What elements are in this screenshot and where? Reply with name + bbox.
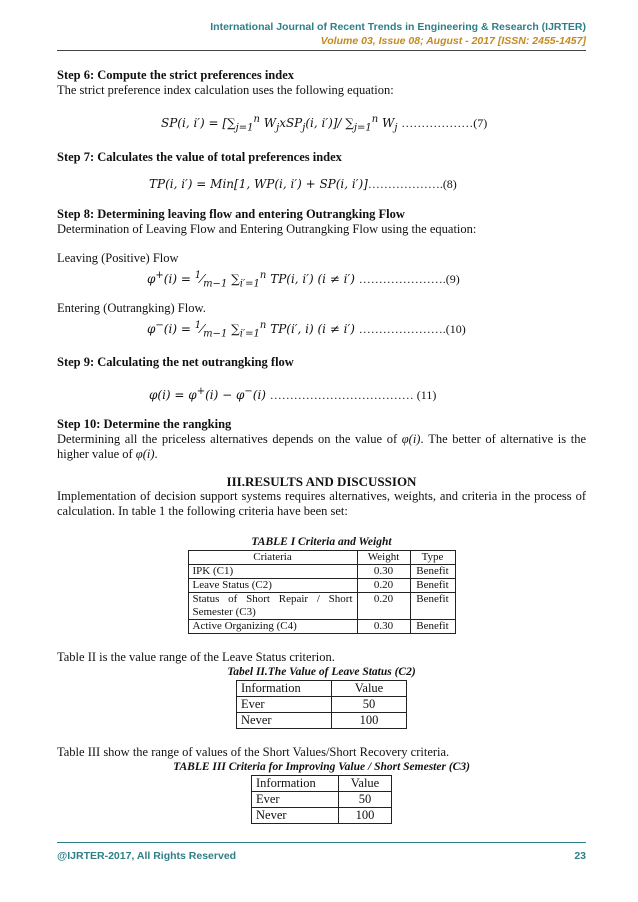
table-cell: 0.30 (357, 565, 410, 579)
equation-9: $\varphi^+(i) = ^1⁄_{m-1}$ $\sum_{i'=1}^n$ TP(i, i′) (i ≠ i′) ………………….(9) (147, 270, 460, 290)
table2-caption: Tabel II.The Value of Leave Status (C2) (227, 666, 416, 679)
phi-symbol: φ(i) (135, 447, 155, 462)
step6-text: The strict preference index calculation uses the following equation: (57, 83, 394, 97)
journal-title: International Journal of Recent Trends in Engineering & Research (IJRTER) (210, 21, 586, 33)
table-cell: Benefit (410, 579, 455, 593)
table-cell: Ever (252, 792, 339, 808)
table-header-cell: Criateria (188, 551, 357, 565)
journal-volume: Volume 03, Issue 08; August - 2017 [ISSN: 2455-1457] (320, 35, 586, 47)
table2-intro: Table II is the value range of the Leave Status criterion. (57, 650, 335, 665)
table-cell: Never (252, 808, 339, 824)
step6-heading: Step 6: Compute the strict preferences index (57, 68, 294, 82)
table-cell: Benefit (410, 593, 455, 620)
table-cell: 100 (332, 713, 407, 729)
table-cell: Never (237, 713, 332, 729)
table-header-row (237, 681, 407, 697)
table-cell: Leave Status (C2) (188, 579, 357, 593)
table-cell: 0.30 (357, 620, 410, 634)
table-cell: 0.20 (357, 593, 410, 620)
phi-symbol: φ(i) (401, 432, 421, 447)
table-row (252, 808, 392, 824)
leave-status-table (236, 680, 407, 729)
table-cell: 50 (332, 697, 407, 713)
eq11-number: ……………………………… (11) (269, 388, 437, 403)
section-text: Implementation of decision support systems requires alternatives, weights, and criteria in the process of calculation. In table 1 the following criteria have been set: (57, 489, 586, 519)
table-row (237, 713, 407, 729)
table-cell: IPK (C1) (188, 565, 357, 579)
table-cell: Active Organizing (C4) (188, 620, 357, 634)
table-cell: 50 (339, 792, 392, 808)
table-cell: Status of Short Repair / Short Semester (C3) (188, 593, 357, 620)
equation-7: SP(i, $i') = [\sum_{j=1}^n$ $W_jxSP_j(i$, i′)]/ $\sum_{j=1}^n$ $W_j$ ………………(7) (161, 114, 488, 134)
table-header-row (188, 551, 455, 565)
table-header-cell: Value (332, 681, 407, 697)
table-header-cell: Type (410, 551, 455, 565)
table-row (188, 565, 455, 579)
table3-intro: Table III show the range of values of the Short Values/Short Recovery criteria. (57, 745, 450, 760)
leaving-flow-label: Leaving (Positive) Flow (57, 251, 179, 266)
eq9-number: ………………….(9) (358, 272, 460, 287)
header-rule (57, 50, 586, 51)
section-heading: III.RESULTS AND DISCUSSION (226, 474, 417, 490)
criteria-weight-table (188, 550, 456, 634)
table-cell: Benefit (410, 620, 455, 634)
short-semester-table (251, 775, 392, 824)
eq8-number: ……………….(8) (367, 177, 457, 192)
equation-10: $\varphi^-(i) = ^1⁄_{m-1}$ $\sum_{i'=1}^n$ TP(i′, i) (i ≠ i′) ………………….(10) (147, 319, 466, 340)
table-row (252, 792, 392, 808)
table-cell: 0.20 (357, 579, 410, 593)
step10-text: Determining all the priceless alternatives depends on the value of φ(i). The better of alternative is the higher value of φ(i). (57, 432, 586, 462)
step9-heading: Step 9: Calculating the net outrangking flow (57, 355, 294, 370)
table3-caption: TABLE III Criteria for Improving Value / Short Semester (C3) (173, 761, 470, 774)
eq10-number: ………………….(10) (358, 321, 466, 336)
eq7-number: ………………(7) (401, 116, 488, 130)
step7-heading: Step 7: Calculates the value of total preferences index (57, 150, 342, 165)
page-footer (57, 850, 586, 862)
table-cell: Ever (237, 697, 332, 713)
table-row (237, 697, 407, 713)
table-cell: 100 (339, 808, 392, 824)
step8-heading: Step 8: Determining leaving flow and entering Outrangking Flow (57, 207, 405, 222)
entering-flow-label: Entering (Outrangking) Flow. (57, 300, 206, 315)
equation-8: TP(i, i′) = Min[1, WP(i, i′) + SP(i, i′)]……………….(8) (149, 177, 457, 192)
table-row (188, 579, 455, 593)
table-row (188, 620, 455, 634)
step10-heading: Step 10: Determine the rangking (57, 417, 232, 432)
footer-rule (57, 842, 586, 843)
footer-copyright: @IJRTER-2017, All Rights Reserved (57, 850, 237, 862)
equation-11: φ(i) = φ+(i) − φ−(i) ……………………………… (11) (149, 386, 437, 403)
table1-caption: TABLE I Criteria and Weight (251, 536, 392, 549)
page-number: 23 (574, 850, 586, 862)
table-header-row (252, 776, 392, 792)
page-header (210, 20, 586, 48)
table-row (188, 593, 455, 620)
page-content (57, 68, 586, 824)
table-header-cell: Information (252, 776, 339, 792)
table-header-cell: Information (237, 681, 332, 697)
table-header-cell: Value (339, 776, 392, 792)
step8-text: Determination of Leaving Flow and Entering Outrangking Flow using the equation: (57, 222, 477, 237)
table-cell: Benefit (410, 565, 455, 579)
table-header-cell: Weight (357, 551, 410, 565)
